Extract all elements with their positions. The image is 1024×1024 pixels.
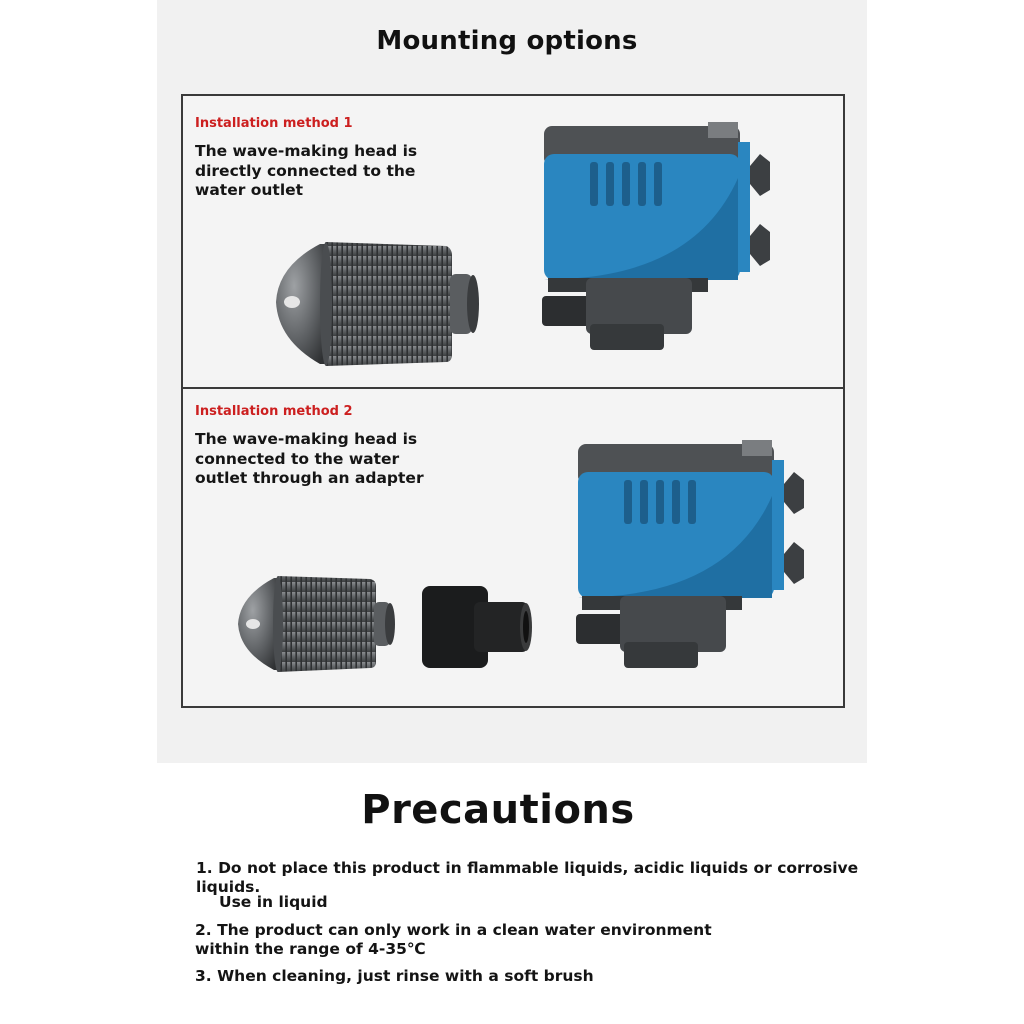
precaution-item-1: 1. Do not place this product in flammable liquids, acidic liquids or corrosive liquids. [196, 859, 859, 896]
method-2-label: Installation method 2 [195, 404, 353, 419]
adapter-illustration [418, 584, 534, 670]
wave-head-illustration-1 [268, 236, 490, 372]
method-1-description: The wave-making head is directly connected to the water outlet [195, 142, 418, 199]
precautions-title: Precautions [361, 787, 635, 833]
precaution-item-1-note: Use in liquid [219, 893, 328, 911]
method-1-label: Installation method 1 [195, 116, 353, 131]
precaution-item-3: 3. When cleaning, just rinse with a soft brush [195, 967, 594, 985]
method-2-description: The wave-making head is connected to the water outlet through an adapter [195, 430, 424, 487]
pump-illustration-2 [572, 436, 812, 672]
precaution-item-2: 2. The product can only work in a clean water environment within the range of 4-35℃ [195, 921, 712, 958]
wave-head-illustration-2 [232, 572, 396, 676]
pump-illustration-1 [538, 118, 778, 354]
mounting-title: Mounting options [376, 26, 638, 56]
